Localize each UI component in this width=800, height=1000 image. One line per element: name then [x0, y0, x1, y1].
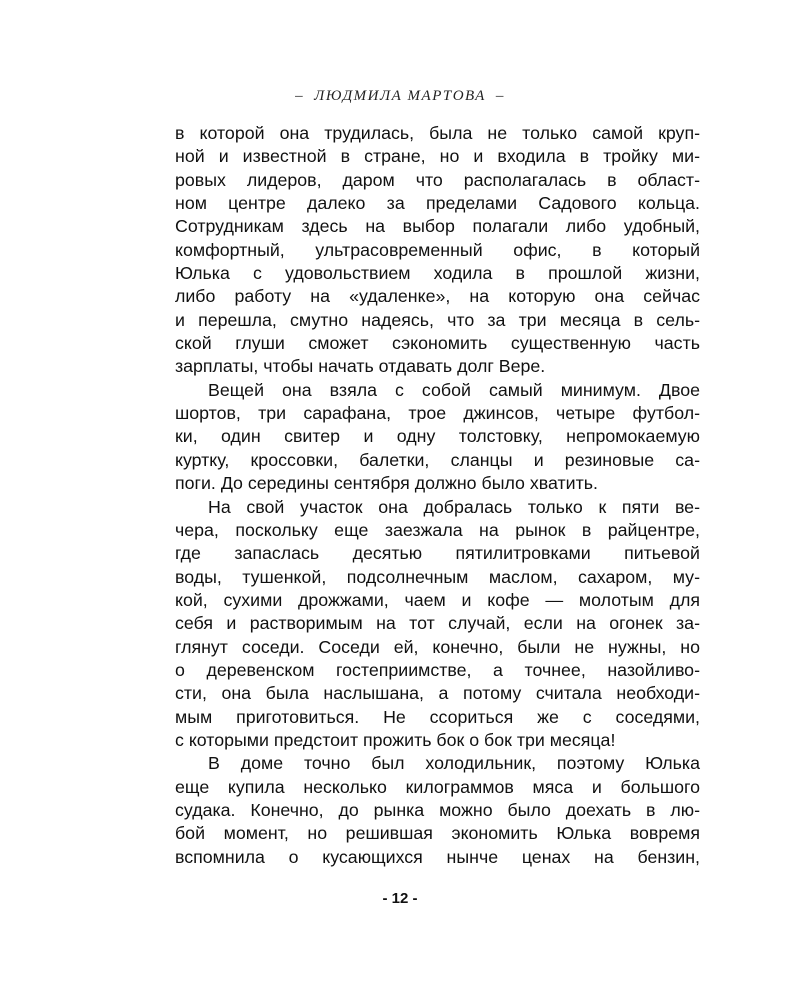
text-line: ской глуши сможет сэкономить существенную часть	[175, 333, 700, 354]
text-line: куртку, кроссовки, балетки, сланцы и резиновые са-	[175, 449, 700, 470]
text-line: зарплаты, чтобы начать отдавать долг Вере.	[175, 356, 546, 377]
text-line: и перешла, смутно надеясь, что за три месяца в сель-	[175, 309, 700, 330]
body-text	[175, 122, 700, 869]
text-line: ки, один свитер и одну толстовку, непромокаемую	[175, 426, 700, 447]
text-line: в которой она трудилась, была не только самой круп-	[175, 123, 700, 143]
text-line: ровых лидеров, даром что располагалась в област-	[175, 169, 700, 190]
author-name: ЛЮДМИЛА МАРТОВА	[314, 88, 486, 104]
text-line: ном центре далеко за пределами Садового кольца.	[175, 193, 700, 214]
text-line: о деревенском гостеприимстве, а точнее, назойливо-	[175, 659, 700, 680]
running-head	[0, 88, 800, 105]
text-line: себя и растворимым на тот случай, если на огонек за-	[175, 613, 700, 634]
text-line: судака. Конечно, до рынка можно было доехать в лю-	[175, 799, 700, 820]
text-line: бой момент, но решившая экономить Юлька вовремя	[175, 823, 700, 844]
page-number: - 12 -	[382, 890, 418, 907]
text-line: где запаслась десятью пятилитровками питьевой	[175, 543, 700, 564]
text-line: чера, поскольку еще заезжала на рынок в райцентре,	[175, 519, 700, 540]
text-line: комфортный, ультрасовременный офис, в который	[175, 239, 700, 260]
text-line: либо работу на «удаленке», на которую она сейчас	[175, 286, 700, 307]
text-line: вспомнила о кусающихся нынче ценах на бензин,	[175, 846, 700, 867]
text-line: Юлька с удовольствием ходила в прошлой жизни,	[175, 263, 700, 284]
header-dash-left: –	[295, 88, 305, 104]
text-line: шортов, три сарафана, трое джинсов, четыре футбол-	[175, 403, 700, 424]
text-line: В доме точно был холодильник, поэтому Юлька	[208, 753, 700, 774]
text-line: воды, тушенкой, подсолнечным маслом, сахаром, му-	[175, 566, 700, 587]
text-line: глянут соседи. Соседи ей, конечно, были не нужны, но	[175, 636, 700, 657]
text-line: Сотрудникам здесь на выбор полагали либо удобный,	[175, 216, 700, 237]
text-line: с которыми предстоит прожить бок о бок три месяца!	[175, 729, 616, 750]
text-line: еще купила несколько килограммов мяса и большого	[175, 776, 700, 797]
text-line: Вещей она взяла с собой самый минимум. Двое	[208, 379, 700, 400]
text-line: поги. До середины сентября должно было хватить.	[175, 473, 598, 494]
header-dash-right: –	[495, 88, 505, 104]
text-line: мым приготовиться. Не ссориться же с соседями,	[175, 706, 700, 727]
text-line: кой, сухими дрожжами, чаем и кофе — молотым для	[175, 589, 700, 610]
text-line: ной и известной в стране, но и входила в тройку ми-	[175, 146, 700, 167]
text-line: На свой участок она добралась только к пяти ве-	[208, 496, 700, 517]
text-line: сти, она была наслышана, а потому считала необходи-	[175, 683, 700, 704]
